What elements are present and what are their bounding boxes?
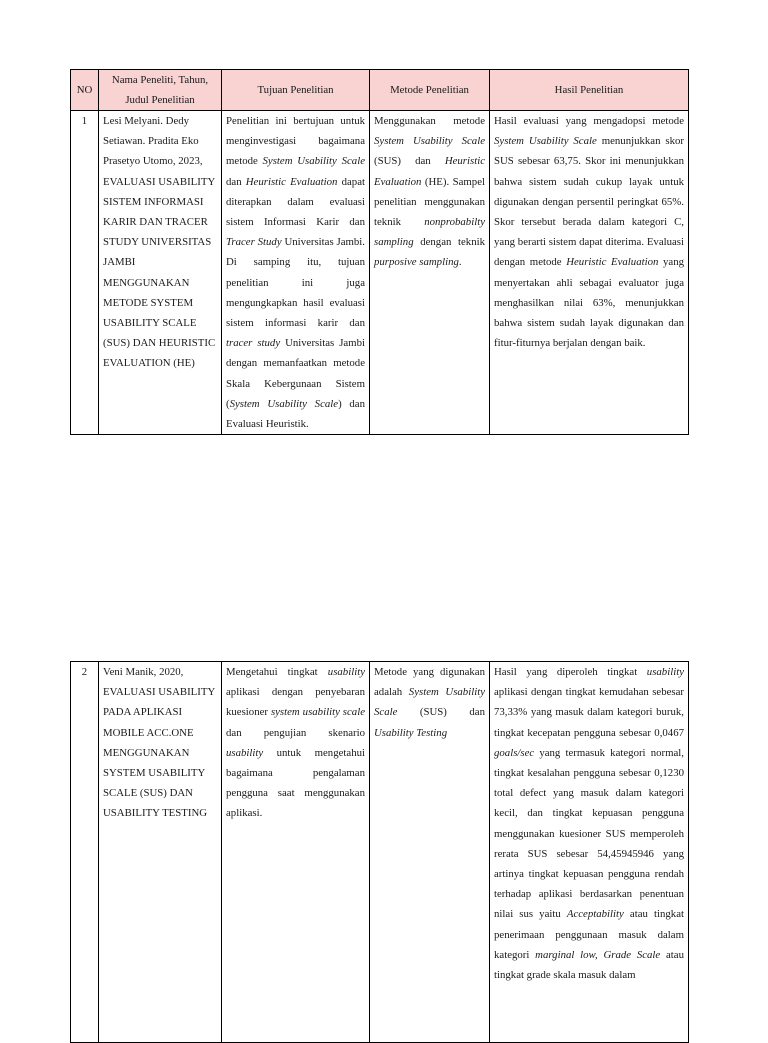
header-nama: Nama Peneliti, Tahun, Judul Penelitian [99, 70, 222, 111]
research-method-cell: Metode yang digunakan adalah System Usability Scale (SUS) dan Usability Testing [370, 662, 490, 1043]
research-result-cell: Hasil yang diperoleh tingkat usability aplikasi dengan tingkat kemudahan sebesar 73,33% yang masuk dalam kategori buruk, tingkat kecepatan pengguna sebesar 0,0467 goals/sec yang termasuk kategori normal, tingkat kesalahan pengguna sebesar 0,1230 total defect yang masuk dalam kategori kecil, dan tingkat kepuasan pengguna menggunakan kuesioner SUS memperoleh rerata SUS sebesar 54,45945946 yang artinya tingkat kepuasan pengguna rendah terhadap aplikasi berdasarkan penentuan nilai sus yaitu Acceptability atau tingkat penerimaan penggunaan masuk dalam kategori marginal low, Grade Scale atau tingkat grade skala masuk dalam [490, 662, 689, 1043]
header-hasil: Hasil Penelitian [490, 70, 689, 111]
research-aim-cell: Mengetahui tingkat usability aplikasi dengan penyebaran kuesioner system usability scale dan pengujian skenario usability untuk mengetahui bagaimana pengalaman pengguna saat menggunakan aplikasi. [222, 662, 370, 1043]
research-aim-cell: Penelitian ini bertujuan untuk menginvestigasi bagaimana metode System Usability Scale dan Heuristic Evaluation dapat diterapkan dalam evaluasi sistem Informasi Karir dan Tracer Study Universitas Jambi. Di samping itu, tujuan penelitian ini juga mengungkapkan hasil evaluasi sistem informasi karir dan tracer study Universitas Jambi dengan memanfaatkan metode Skala Kebergunaan Sistem (System Usability Scale) dan Evaluasi Heuristik. [222, 111, 370, 435]
table-row [71, 662, 689, 1043]
literature-table-page-2 [70, 661, 689, 1043]
row-number: 1 [71, 111, 99, 435]
researcher-title-cell: Lesi Melyani. Dedy Setiawan. Pradita Eko Prasetyo Utomo, 2023, EVALUASI USABILITY SISTEM INFORMASI KARIR DAN TRACER STUDY UNIVERSITAS JAMBI MENGGUNAKAN METODE SYSTEM USABILITY SCALE (SUS) DAN HEURISTIC EVALUATION (HE) [99, 111, 222, 435]
header-tujuan: Tujuan Penelitian [222, 70, 370, 111]
research-method-cell: Menggunakan metode System Usability Scale (SUS) dan Heuristic Evaluation (HE). Sampel penelitian menggunakan teknik nonprobabilty sampling dengan teknik purposive sampling. [370, 111, 490, 435]
header-metode: Metode Penelitian [370, 70, 490, 111]
research-result-cell: Hasil evaluasi yang mengadopsi metode System Usability Scale menunjukkan skor SUS sebesar 63,75. Skor ini menunjukkan bahwa sistem sudah cukup layak untuk digunakan dengan persentil peringkat 65%. Skor tersebut berada dalam kategori C, yang berarti sistem dapat diterima. Evaluasi dengan metode Heuristic Evaluation yang menyertakan ahli sebagai evaluator juga menghasilkan nilai 63%, menunjukkan bahwa sistem sudah layak digunakan dan fitur-fiturnya berjalan dengan baik. [490, 111, 689, 435]
header-no: NO [71, 70, 99, 111]
table-row [71, 111, 689, 435]
literature-table-page-1 [70, 69, 689, 435]
row-number: 2 [71, 662, 99, 1043]
researcher-title-cell: Veni Manik, 2020, EVALUASI USABILITY PADA APLIKASI MOBILE ACC.ONE MENGGUNAKAN SYSTEM USABILITY SCALE (SUS) DAN USABILITY TESTING [99, 662, 222, 1043]
